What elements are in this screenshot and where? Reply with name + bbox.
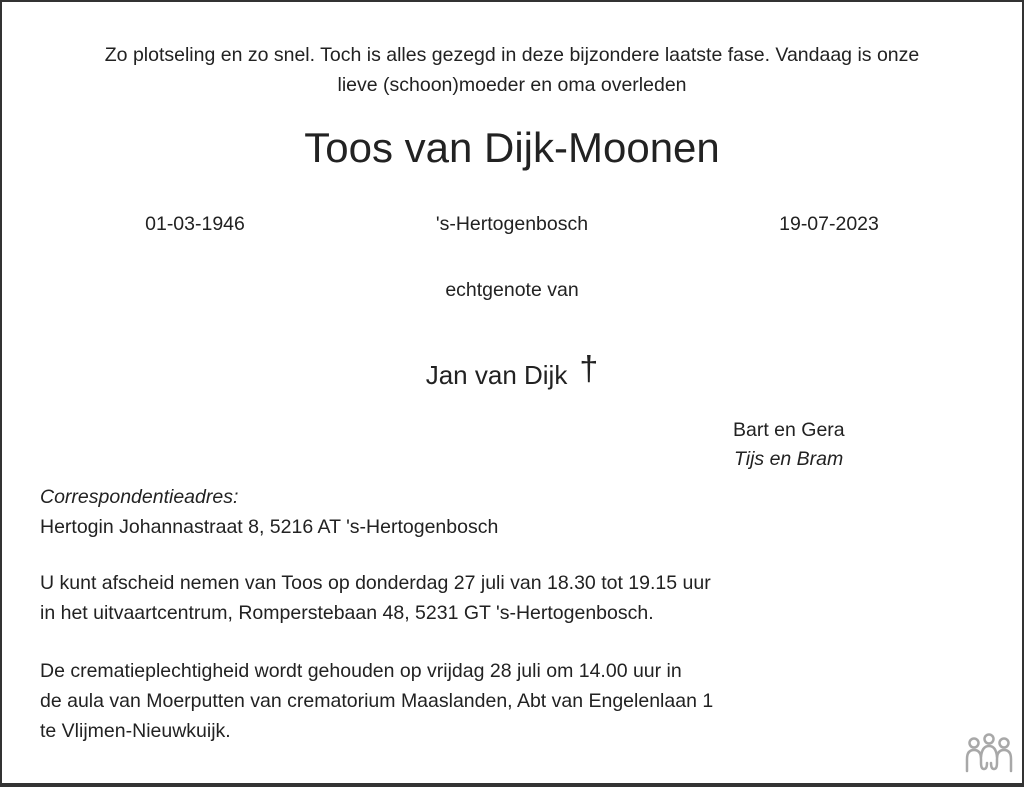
cross-icon: † [579,350,599,388]
farewell-line-2: in het uitvaartcentrum, Romperstebaan 48, 5231 GT 's-Hertogenbosch. [40,602,654,624]
family-grandchildren: Tijs en Bram [734,448,844,470]
cremation-line-2: de aula van Moerputten van crematorium Maaslanden, Abt van Engelenlaan 1 [40,690,714,712]
spouse-line [0,352,1024,392]
death-date: 19-07-2023 [779,213,879,235]
spouse-name: Jan van Dijk [425,360,568,390]
farewell-line-1: U kunt afscheid nemen van Toos op donderdag 27 juli van 18.30 tot 19.15 uur [40,572,711,594]
deceased-name: Toos van Dijk-Moonen [304,124,720,171]
spouse-intro: echtgenote van [445,279,579,301]
family-children: Bart en Gera [733,419,845,441]
intro-line-1: Zo plotseling en zo snel. Toch is alles gezegd in deze bijzondere laatste fase. Vandaag is onze [104,44,920,66]
cremation-line-1: De crematieplechtigheid wordt gehouden op vrijdag 28 juli om 14.00 uur in [40,660,682,682]
correspondence-label: Correspondentieadres: [40,486,239,508]
correspondence-address: Hertogin Johannastraat 8, 5216 AT 's-Hertogenbosch [40,516,499,538]
intro-line-2: lieve (schoon)moeder en oma overleden [337,74,687,96]
cremation-line-3: te Vlijmen-Nieuwkuijk. [40,720,231,742]
family-icon [964,733,1014,773]
place: 's-Hertogenbosch [435,213,589,235]
birth-date: 01-03-1946 [145,213,245,235]
